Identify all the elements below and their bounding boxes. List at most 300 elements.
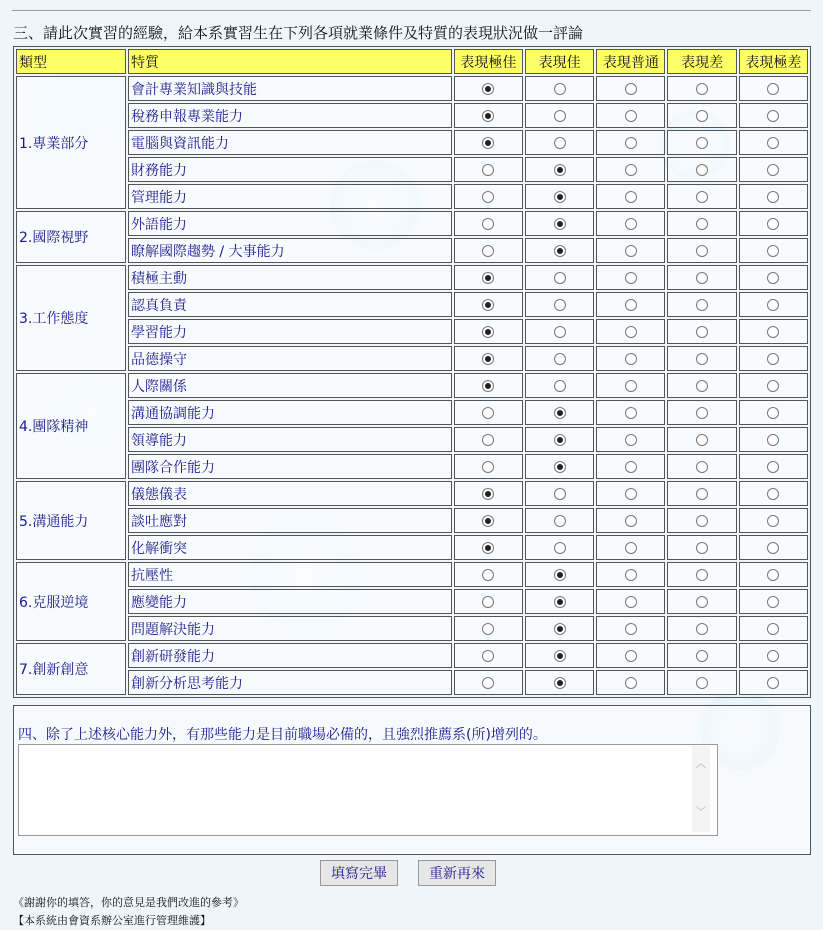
rating-cell [596,319,665,344]
rating-cell [525,265,594,290]
trait-label: 應變能力 [128,589,452,614]
category-label: 3.工作態度 [16,265,126,371]
rating-cell [525,616,594,641]
rating-radio[interactable] [482,569,494,581]
rating-cell [454,427,523,452]
rating-radio[interactable] [767,83,779,95]
table-header-row [16,49,808,74]
rating-radio[interactable] [625,272,637,284]
rating-radio[interactable] [554,434,566,446]
table-body [16,76,808,695]
rating-cell [667,562,736,587]
rating-cell [667,508,736,533]
rating-cell [525,157,594,182]
rating-radio[interactable] [696,218,708,230]
trait-label: 化解衝突 [128,535,452,560]
table-row [16,76,808,101]
rating-cell [525,427,594,452]
rating-radio[interactable] [696,110,708,122]
rating-cell [667,319,736,344]
trait-label: 談吐應對 [128,508,452,533]
rating-radio[interactable] [554,488,566,500]
rating-radio[interactable] [625,569,637,581]
rating-radio[interactable] [482,434,494,446]
rating-cell [525,643,594,668]
rating-radio[interactable] [625,218,637,230]
reset-button[interactable]: 重新再來 [418,860,496,886]
rating-radio[interactable] [554,623,566,635]
section4-container [13,705,811,855]
rating-radio[interactable] [696,434,708,446]
rating-radio[interactable] [696,380,708,392]
rating-cell [596,670,665,695]
rating-cell [667,427,736,452]
table-row [16,238,808,263]
rating-cell [667,103,736,128]
rating-radio[interactable] [625,542,637,554]
rating-cell [667,454,736,479]
header-level: 表現極差 [739,49,808,74]
rating-cell [739,292,808,317]
rating-cell [596,76,665,101]
rating-radio[interactable] [696,164,708,176]
rating-radio[interactable] [554,326,566,338]
table-row [16,292,808,317]
table-row [16,373,808,398]
table-row [16,454,808,479]
rating-radio[interactable] [482,488,494,500]
rating-radio[interactable] [554,245,566,257]
rating-radio[interactable] [482,245,494,257]
submit-button[interactable]: 填寫完畢 [320,860,398,886]
rating-cell [596,562,665,587]
rating-radio[interactable] [482,407,494,419]
table-row [16,616,808,641]
rating-radio[interactable] [767,542,779,554]
trait-label: 團隊合作能力 [128,454,452,479]
rating-radio[interactable] [554,218,566,230]
rating-radio[interactable] [696,677,708,689]
rating-cell [454,508,523,533]
rating-cell [667,130,736,155]
trait-label: 創新研發能力 [128,643,452,668]
trait-label: 稅務申報專業能力 [128,103,452,128]
rating-cell [596,400,665,425]
rating-cell [739,211,808,236]
trait-label: 學習能力 [128,319,452,344]
rating-cell [596,589,665,614]
rating-radio[interactable] [767,623,779,635]
rating-cell [667,373,736,398]
category-label: 4.團隊精神 [16,373,126,479]
rating-cell [525,400,594,425]
rating-cell [454,184,523,209]
trait-label: 抗壓性 [128,562,452,587]
rating-radio[interactable] [696,83,708,95]
rating-cell [525,481,594,506]
rating-radio[interactable] [482,137,494,149]
table-row [16,130,808,155]
header-trait: 特質 [128,49,452,74]
table-row [16,562,808,587]
rating-cell [739,481,808,506]
rating-radio[interactable] [696,299,708,311]
rating-radio[interactable] [554,542,566,554]
rating-radio[interactable] [554,353,566,365]
rating-radio[interactable] [482,623,494,635]
category-label: 6.克服逆境 [16,562,126,641]
rating-cell [454,292,523,317]
rating-cell [596,184,665,209]
rating-cell [596,508,665,533]
rating-cell [739,265,808,290]
rating-radio[interactable] [767,596,779,608]
rating-cell [596,292,665,317]
rating-cell [596,454,665,479]
rating-cell [667,211,736,236]
rating-radio[interactable] [625,461,637,473]
trait-label: 創新分析思考能力 [128,670,452,695]
rating-radio[interactable] [767,434,779,446]
rating-cell [454,265,523,290]
rating-cell [739,400,808,425]
rating-radio[interactable] [554,569,566,581]
rating-radio[interactable] [554,515,566,527]
rating-radio[interactable] [554,83,566,95]
rating-cell [454,373,523,398]
rating-radio[interactable] [696,569,708,581]
rating-radio[interactable] [625,83,637,95]
rating-radio[interactable] [767,353,779,365]
table-row [16,589,808,614]
table-row [16,400,808,425]
rating-cell [525,238,594,263]
rating-cell [454,535,523,560]
rating-cell [739,508,808,533]
rating-cell [525,319,594,344]
rating-radio[interactable] [554,164,566,176]
rating-cell [454,130,523,155]
rating-cell [596,157,665,182]
rating-radio[interactable] [767,380,779,392]
rating-radio[interactable] [767,407,779,419]
rating-radio[interactable] [482,326,494,338]
trait-label: 瞭解國際趨勢 / 大事能力 [128,238,452,263]
rating-radio[interactable] [482,596,494,608]
rating-radio[interactable] [482,650,494,662]
rating-radio[interactable] [625,596,637,608]
rating-cell [667,535,736,560]
rating-radio[interactable] [767,488,779,500]
rating-cell [739,535,808,560]
rating-cell [525,508,594,533]
rating-cell [739,454,808,479]
rating-radio[interactable] [696,515,708,527]
rating-radio[interactable] [767,110,779,122]
table-row [16,157,808,182]
rating-radio[interactable] [625,299,637,311]
rating-radio[interactable] [625,407,637,419]
rating-radio[interactable] [696,650,708,662]
rating-radio[interactable] [625,164,637,176]
rating-cell [739,670,808,695]
rating-radio[interactable] [767,245,779,257]
rating-cell [454,103,523,128]
footer-maintain: 【本系統由會資系辦公室進行管理維護】 [13,914,211,927]
rating-cell [454,616,523,641]
rating-cell [454,643,523,668]
rating-cell [596,535,665,560]
rating-radio[interactable] [767,326,779,338]
rating-radio[interactable] [767,191,779,203]
rating-cell [454,346,523,371]
rating-radio[interactable] [625,650,637,662]
rating-radio[interactable] [767,137,779,149]
scroll-up-icon[interactable]: ︿ [696,759,706,770]
rating-cell [596,643,665,668]
rating-cell [667,670,736,695]
rating-cell [454,211,523,236]
rating-cell [454,400,523,425]
rating-radio[interactable] [767,650,779,662]
rating-cell [525,103,594,128]
category-label: 1.專業部分 [16,76,126,209]
rating-cell [454,589,523,614]
category-label: 2.國際視野 [16,211,126,263]
rating-radio[interactable] [482,218,494,230]
trait-label: 積極主動 [128,265,452,290]
trait-label: 認真負責 [128,292,452,317]
rating-radio[interactable] [554,677,566,689]
rating-cell [739,616,808,641]
rating-cell [525,76,594,101]
rating-cell [596,211,665,236]
rating-cell [596,616,665,641]
table-row [16,265,808,290]
section4-textarea[interactable] [18,744,718,836]
rating-cell [739,427,808,452]
rating-radio[interactable] [482,677,494,689]
trait-label: 溝通協調能力 [128,400,452,425]
rating-cell [739,373,808,398]
rating-cell [525,562,594,587]
trait-label: 財務能力 [128,157,452,182]
rating-radio[interactable] [696,623,708,635]
rating-radio[interactable] [767,218,779,230]
rating-radio[interactable] [625,488,637,500]
rating-cell [739,238,808,263]
rating-cell [596,130,665,155]
rating-cell [525,373,594,398]
rating-radio[interactable] [482,272,494,284]
rating-radio[interactable] [482,299,494,311]
rating-radio[interactable] [625,380,637,392]
rating-radio[interactable] [767,677,779,689]
rating-radio[interactable] [625,191,637,203]
rating-radio[interactable] [625,110,637,122]
rating-radio[interactable] [482,191,494,203]
rating-cell [596,346,665,371]
rating-radio[interactable] [696,245,708,257]
rating-cell [525,670,594,695]
rating-cell [596,481,665,506]
header-level: 表現差 [667,49,736,74]
rating-cell [739,319,808,344]
rating-cell [667,238,736,263]
rating-radio[interactable] [696,272,708,284]
rating-radio[interactable] [554,407,566,419]
rating-cell [739,76,808,101]
rating-cell [454,481,523,506]
textarea-scrollbar[interactable] [692,746,710,832]
rating-radio[interactable] [625,515,637,527]
rating-radio[interactable] [625,326,637,338]
rating-cell [739,184,808,209]
rating-radio[interactable] [767,164,779,176]
table-row [16,481,808,506]
footer-thanks: 《謝謝你的填答，你的意見是我們改進的參考》 [13,896,244,909]
rating-radio[interactable] [554,380,566,392]
rating-cell [525,346,594,371]
rating-radio[interactable] [554,299,566,311]
category-label: 7.創新創意 [16,643,126,695]
rating-cell [667,643,736,668]
rating-radio[interactable] [554,191,566,203]
rating-radio[interactable] [696,407,708,419]
table-row [16,643,808,668]
rating-cell [525,184,594,209]
rating-cell [667,481,736,506]
rating-radio[interactable] [554,461,566,473]
trait-label: 人際關係 [128,373,452,398]
rating-radio[interactable] [625,434,637,446]
rating-radio[interactable] [696,326,708,338]
rating-cell [667,616,736,641]
rating-radio[interactable] [554,272,566,284]
rating-cell [454,238,523,263]
rating-radio[interactable] [696,137,708,149]
rating-cell [667,157,736,182]
rating-radio[interactable] [696,542,708,554]
rating-cell [667,265,736,290]
rating-radio[interactable] [696,461,708,473]
rating-radio[interactable] [767,515,779,527]
rating-radio[interactable] [767,299,779,311]
rating-cell [667,292,736,317]
trait-label: 會計專業知識與技能 [128,76,452,101]
rating-cell [525,589,594,614]
rating-radio[interactable] [625,353,637,365]
rating-radio[interactable] [696,353,708,365]
rating-cell [667,400,736,425]
rating-radio[interactable] [625,623,637,635]
rating-radio[interactable] [482,542,494,554]
rating-cell [525,292,594,317]
rating-radio[interactable] [696,596,708,608]
rating-radio[interactable] [696,488,708,500]
rating-radio[interactable] [554,650,566,662]
scroll-down-icon[interactable]: ﹀ [696,807,706,818]
rating-cell [596,373,665,398]
rating-radio[interactable] [625,137,637,149]
rating-cell [596,265,665,290]
evaluation-table [13,46,811,698]
rating-cell [525,535,594,560]
table-row [16,508,808,533]
trait-label: 領導能力 [128,427,452,452]
rating-radio[interactable] [482,380,494,392]
rating-cell [739,562,808,587]
rating-radio[interactable] [696,191,708,203]
table-row [16,184,808,209]
rating-cell [596,103,665,128]
section4-title: 四、除了上述核心能力外，有那些能力是目前職場必備的，且強烈推薦系(所)增列的。 [18,727,547,743]
rating-cell [454,670,523,695]
table-row [16,427,808,452]
trait-label: 管理能力 [128,184,452,209]
top-divider [12,10,811,11]
rating-radio[interactable] [554,137,566,149]
rating-radio[interactable] [767,569,779,581]
rating-cell [525,454,594,479]
rating-cell [525,211,594,236]
rating-cell [739,130,808,155]
rating-radio[interactable] [554,596,566,608]
rating-cell [739,103,808,128]
rating-cell [454,76,523,101]
rating-cell [739,157,808,182]
table-row [16,535,808,560]
rating-cell [525,130,594,155]
trait-label: 儀態儀表 [128,481,452,506]
rating-radio[interactable] [482,83,494,95]
rating-radio[interactable] [625,245,637,257]
rating-cell [739,643,808,668]
rating-radio[interactable] [482,110,494,122]
rating-cell [596,427,665,452]
rating-radio[interactable] [767,461,779,473]
trait-label: 問題解決能力 [128,616,452,641]
header-level: 表現極佳 [454,49,523,74]
trait-label: 外語能力 [128,211,452,236]
rating-radio[interactable] [554,110,566,122]
rating-cell [454,157,523,182]
rating-radio[interactable] [482,164,494,176]
rating-radio[interactable] [767,272,779,284]
rating-cell [596,238,665,263]
category-label: 5.溝通能力 [16,481,126,560]
table-row [16,670,808,695]
rating-radio[interactable] [482,353,494,365]
header-level: 表現普通 [596,49,665,74]
header-level: 表現佳 [525,49,594,74]
table-row [16,211,808,236]
rating-cell [667,76,736,101]
header-category: 類型 [16,49,126,74]
trait-label: 電腦與資訊能力 [128,130,452,155]
table-row [16,346,808,371]
rating-radio[interactable] [625,677,637,689]
rating-cell [739,589,808,614]
trait-label: 品德操守 [128,346,452,371]
rating-cell [454,319,523,344]
rating-radio[interactable] [482,515,494,527]
section3-title: 三、請此次實習的經驗，給本系實習生在下列各項就業條件及特質的表現狀況做一評論 [13,24,584,42]
rating-cell [667,589,736,614]
rating-radio[interactable] [482,461,494,473]
rating-cell [739,346,808,371]
rating-cell [454,454,523,479]
